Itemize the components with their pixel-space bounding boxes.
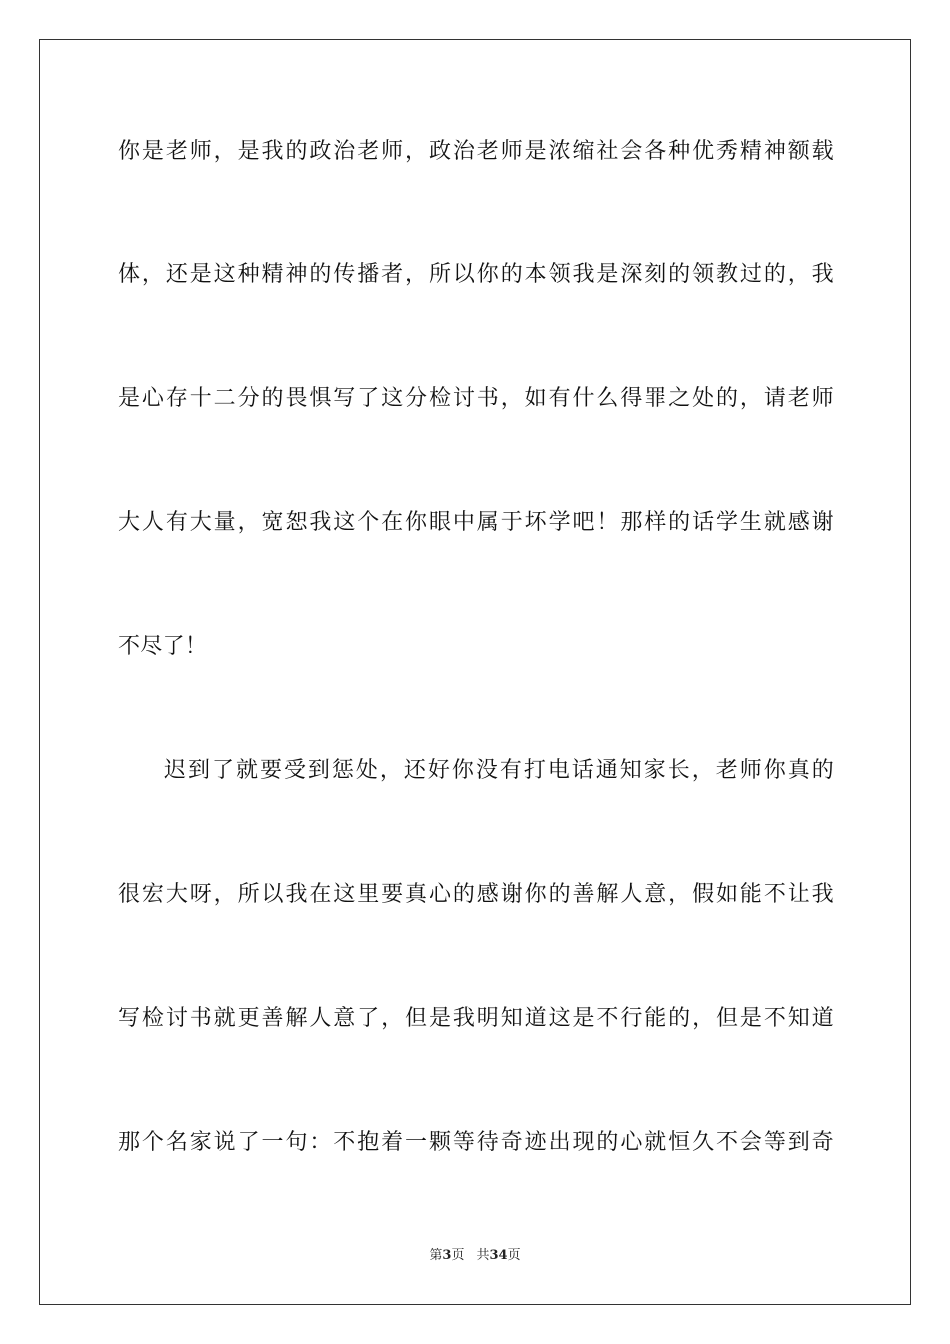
page-number: 3 bbox=[442, 1248, 452, 1263]
text-line-3: 是心存十二分的畏惧写了这分检讨书，如有什么得罪之处的，请老师 bbox=[118, 386, 834, 411]
page-prefix: 第 bbox=[429, 1248, 443, 1263]
text-line-4: 大人有大量，宽恕我这个在你眼中属于坏学吧！那样的话学生就感谢 bbox=[118, 510, 834, 535]
text-line-6: 迟到了就要受到惩处，还好你没有打电话通知家长，老师你真的 bbox=[164, 758, 834, 783]
total-suffix: 页 bbox=[507, 1248, 521, 1263]
total-prefix: 共 bbox=[476, 1248, 490, 1263]
total-pages: 34 bbox=[489, 1248, 508, 1263]
text-line-1: 你是老师，是我的政治老师，政治老师是浓缩社会各种优秀精神额载 bbox=[118, 139, 834, 164]
text-line-2: 体，还是这种精神的传播者，所以你的本领我是深刻的领教过的，我 bbox=[118, 262, 834, 287]
page-suffix: 页 bbox=[451, 1248, 465, 1263]
text-line-7: 很宏大呀，所以我在这里要真心的感谢你的善解人意，假如能不让我 bbox=[118, 882, 834, 907]
page-footer bbox=[0, 1247, 950, 1265]
text-line-8: 写检讨书就更善解人意了，但是我明知道这是不行能的，但是不知道 bbox=[118, 1006, 834, 1031]
text-line-5: 不尽了！ bbox=[118, 634, 208, 659]
page-border bbox=[39, 39, 911, 1305]
text-line-9: 那个名家说了一句：不抱着一颗等待奇迹出现的心就恒久不会等到奇 bbox=[118, 1130, 834, 1155]
